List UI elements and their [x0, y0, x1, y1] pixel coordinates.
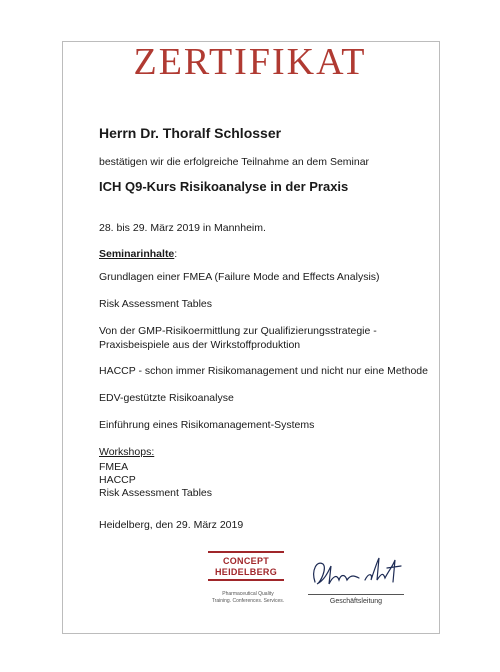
signature-caption: Geschäftsleitung: [329, 598, 383, 605]
content-item: Von der GMP-Risikoermittlung zur Qualifizierungsstrategie - Praxisbeispiele aus der Wirkstoffproduktion: [99, 325, 377, 351]
content-item: HACCP - schon immer Risikomanagement und nicht nur eine Methode: [99, 365, 428, 377]
logo-line-2: HEIDELBERG: [214, 567, 277, 577]
contents-heading: [99, 247, 177, 261]
confirmation-text: bestätigen wir die erfolgreiche Teilnahme an dem Seminar: [99, 156, 370, 168]
content-item: Grundlagen einer FMEA (Failure Mode and Effects Analysis): [99, 271, 380, 283]
handwritten-signature: [307, 552, 407, 596]
content-item: Einführung eines Risikomanagement-Systems: [99, 419, 315, 431]
logo-bottom-bar: [208, 579, 284, 581]
workshop-item: HACCP: [99, 474, 136, 486]
seminar-title: ICH Q9-Kurs Risikoanalyse in der Praxis: [99, 179, 349, 194]
content-item: Risk Assessment Tables: [99, 298, 213, 310]
contents-heading-colon: :: [174, 248, 178, 260]
logo-tagline-2: Training. Conferences. Services.: [211, 598, 285, 604]
signature-line: [308, 594, 404, 595]
workshops-heading: Workshops:: [99, 446, 155, 458]
content-item: EDV-gestützte Risikoanalyse: [99, 392, 234, 404]
contents-heading-label: Seminarinhalte: [99, 248, 175, 260]
seminar-date-location: 28. bis 29. März 2019 in Mannheim.: [99, 222, 266, 234]
workshop-item: FMEA: [99, 461, 129, 473]
logo-line-1: CONCEPT: [222, 556, 270, 566]
concept-heidelberg-logo: [198, 551, 298, 615]
workshop-item: Risk Assessment Tables: [99, 487, 213, 499]
recipient-name: Herrn Dr. Thoralf Schlosser: [99, 125, 282, 141]
certificate-title: ZERTIFIKAT: [133, 41, 367, 83]
logo-top-bar: [208, 551, 284, 553]
logo-tagline-1: Pharmaceutical Quality: [222, 591, 274, 597]
place-date: Heidelberg, den 29. März 2019: [99, 519, 244, 531]
